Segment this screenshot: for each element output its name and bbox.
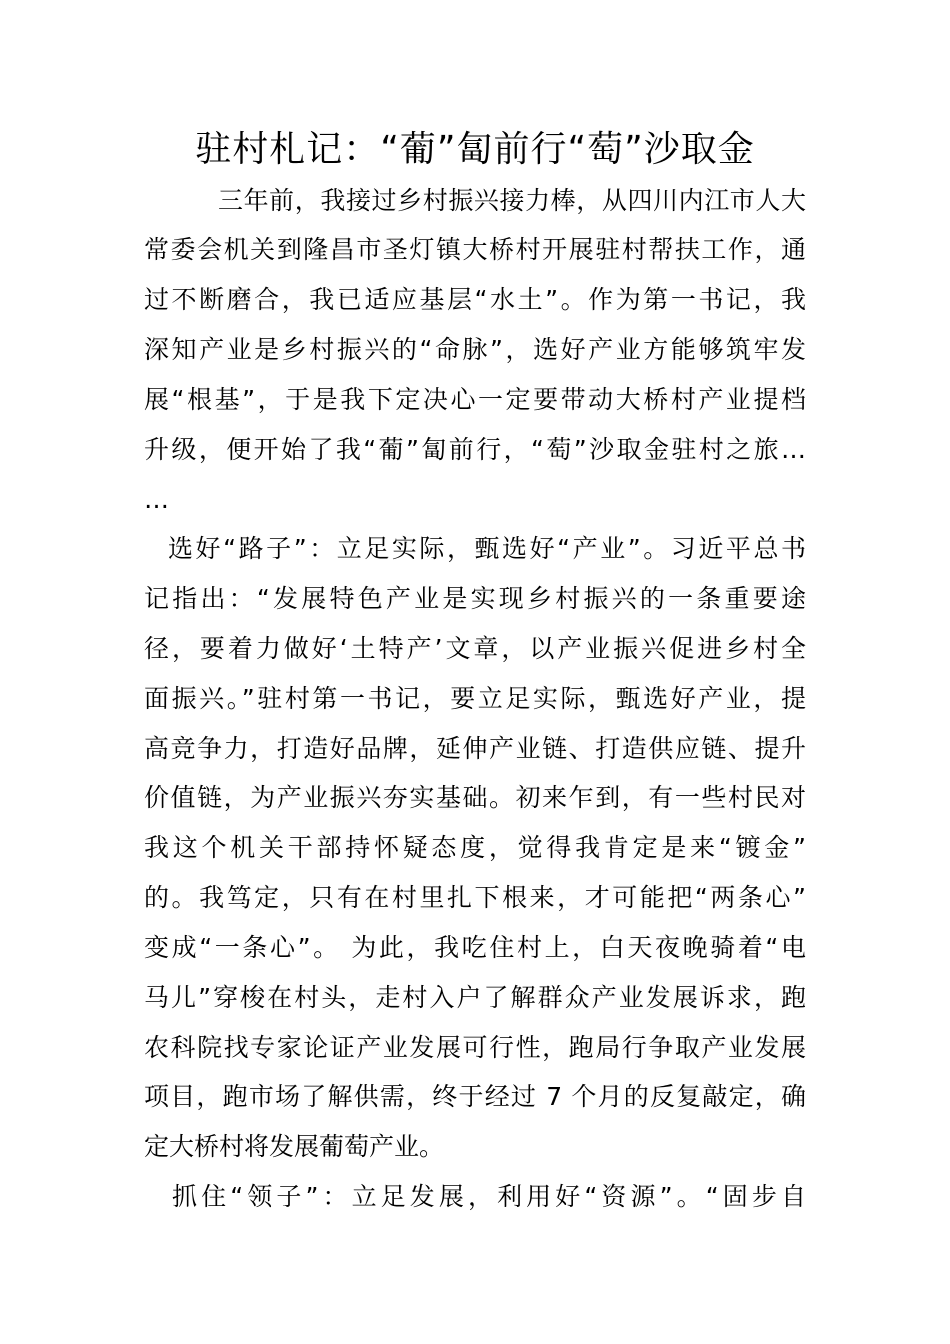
paragraph-line: 农科院找专家论证产业发展可行性，跑局行争取产业发展 [144,1033,806,1062]
paragraph-line: 定大桥村将发展葡萄产业。 [144,1132,445,1161]
paragraph-line: 马儿”穿梭在村头，走村入户了解群众产业发展诉求，跑 [144,983,806,1012]
paragraph-line: 的。我笃定，只有在村里扎下根来，才可能把“两条心” [144,883,806,912]
paragraph-line: … [144,485,169,514]
paragraph-line: 常委会机关到隆昌市圣灯镇大桥村开展驻村帮扶工作，通 [144,235,806,264]
paragraph-line: 项目，跑市场了解供需，终于经过 7 个月的反复敲定，确 [144,1082,806,1111]
paragraph-line: 高竞争力，打造好品牌，延伸产业链、打造供应链、提升 [144,734,806,763]
paragraph-line: 面振兴。”驻村第一书记，要立足实际，甄选好产业，提 [144,684,806,713]
paragraph-line: 抓住“领子”：立足发展，利用好“资源”。“固步自 [172,1182,806,1211]
paragraph-line: 过不断磨合，我已适应基层“水土”。作为第一书记，我 [144,285,806,314]
paragraph-line: 选好“路子”：立足实际，甄选好“产业”。习近平总书 [168,534,806,563]
paragraph-line: 径，要着力做好‘土特产’文章，以产业振兴促进乡村全 [144,634,806,663]
paragraph-line: 升级，便开始了我“葡”匐前行，“萄”沙取金驻村之旅… [144,435,806,464]
paragraph-line: 记指出：“发展特色产业是实现乡村振兴的一条重要途 [144,584,806,613]
paragraph-line: 变成“一条心”。 为此，我吃住村上，白天夜晚骑着“电 [144,933,806,962]
paragraph-line: 三年前，我接过乡村振兴接力棒，从四川内江市人大 [218,186,806,215]
paragraph-line: 价值链，为产业振兴夯实基础。初来乍到，有一些村民对 [144,783,806,812]
paragraph-line: 深知产业是乡村振兴的“命脉”，选好产业方能够筑牢发 [144,335,806,364]
document-title: 驻村札记：“葡”匐前行“萄”沙取金 [195,129,755,170]
paragraph-line: 我这个机关干部持怀疑态度，觉得我肯定是来“镀金” [144,833,806,862]
paragraph-line: 展“根基”，于是我下定决心一定要带动大桥村产业提档 [144,385,806,414]
